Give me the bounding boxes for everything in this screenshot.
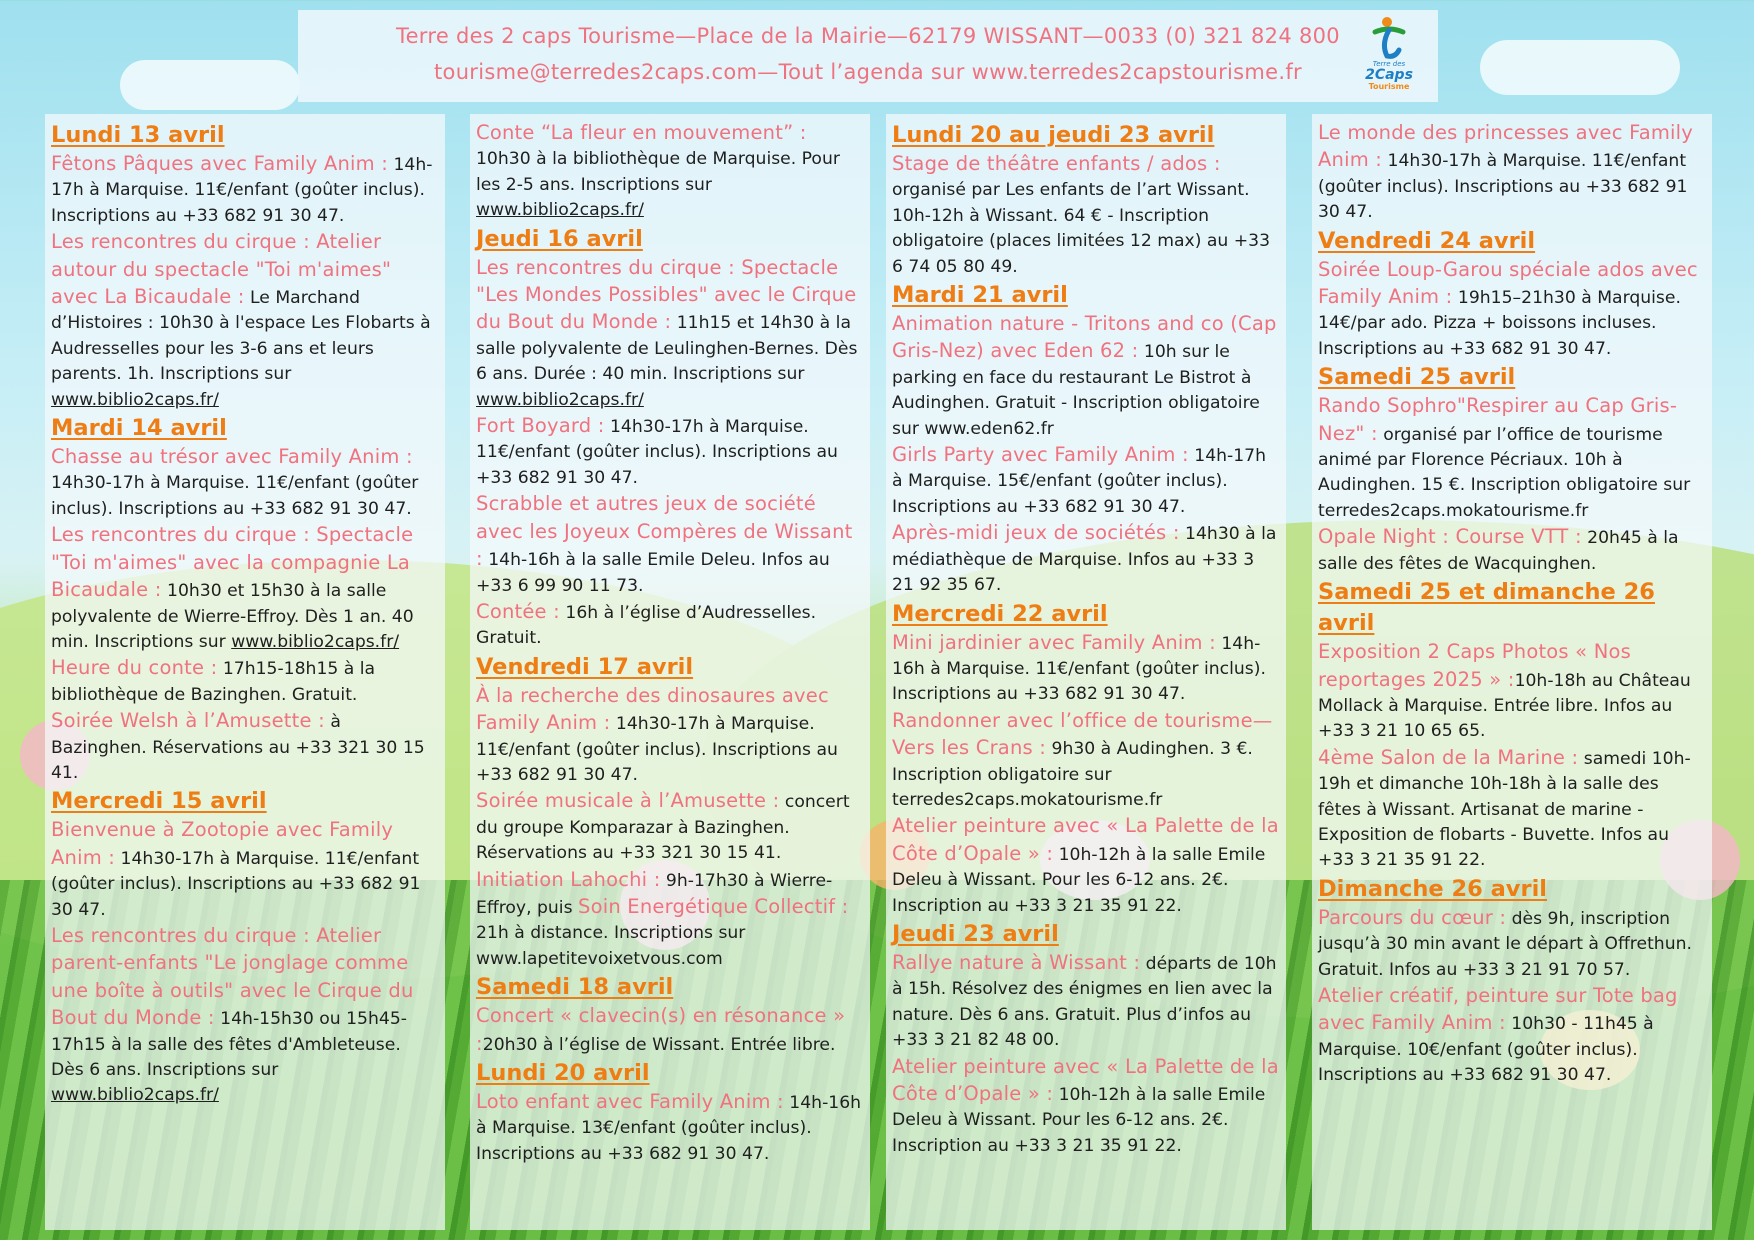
event-title: Atelier peinture avec « La Palette de la Côte d’Opale » : [892, 1054, 1279, 1105]
event-title: Randonner avec l’office de tourisme—Vers les Crans : [892, 708, 1273, 760]
event-entry [476, 120, 864, 224]
date-heading: Samedi 25 et dimanche 26 avril [1318, 579, 1655, 637]
event-details: 9h30 à Audinghen. 3 €. Inscription obligatoire sur terredes2caps.mokatourisme.fr [892, 739, 1253, 810]
event-details: 10h-12h à la salle Emile Deleu à Wissant. Pour les 6-12 ans. 2€. Inscription au +33 3 21 35 91 22. [892, 844, 1266, 916]
logo-word-text: Tourisme [1368, 82, 1410, 91]
cloud [1480, 40, 1680, 95]
event-entry [51, 923, 439, 1109]
date-heading-row [51, 413, 439, 444]
event-title: Après-midi jeux de sociétés : [892, 521, 1180, 545]
event-details: 10h30 à la bibliothèque de Marquise. Pour les 2-5 ans. Inscriptions sur [476, 149, 840, 195]
event-title: Fort Boyard : [476, 414, 605, 438]
event-title: Les rencontres du cirque : Atelier parent-enfants "Le jonglage comme une boîte à outils" avec le Cirque du Bout du Monde : [51, 923, 414, 1030]
event-details: 17h15-18h15 à la bibliothèque de Bazinghen. Gratuit. [51, 659, 376, 705]
event-entry [476, 867, 864, 973]
header-web-line: tourisme@terredes2caps.com—Tout l’agenda sur www.terredes2capstourisme.fr [434, 60, 1302, 84]
date-heading: Mercredi 22 avril [892, 600, 1108, 627]
event-entry [892, 708, 1280, 814]
event-entry [1318, 524, 1706, 577]
event-entry [892, 813, 1280, 919]
event-entry [476, 255, 864, 413]
event-entry [476, 491, 864, 599]
event-title: Animation nature - Tritons and co (Cap Gris-Nez) avec Eden 62 : [892, 312, 1277, 363]
event-entry [1318, 639, 1706, 745]
event-title: Rallye nature à Wissant : [892, 950, 1141, 974]
event-details: 10h30 - 11h45 à Marquise. 10€/enfant (goûter inclus). Inscriptions au +33 682 91 30 47. [1318, 1014, 1654, 1086]
date-heading: Samedi 25 avril [1318, 364, 1516, 391]
event-title: 4ème Salon de la Marine : [1318, 745, 1579, 769]
event-details: 14h30-17h à Marquise. 11€/enfant (goûter inclus). Inscriptions au +33 682 91 30 47. [51, 848, 421, 920]
date-heading: Mardi 14 avril [51, 415, 227, 442]
event-details: 14h-17h à Marquise. 15€/enfant (goûter inclus). Inscriptions au +33 682 91 30 47. [892, 446, 1266, 517]
event-title: À la recherche des dinosaures avec Family Anim : [476, 683, 829, 735]
event-title: Bienvenue à Zootopie avec Family Anim : [51, 818, 394, 869]
logo-small-text: Terre des [1372, 60, 1406, 68]
event-entry [892, 151, 1280, 280]
event-title: Les rencontres du cirque : Atelier autour du spectacle "Toi m'aimes" avec La Bicaudale : [51, 230, 392, 309]
event-entry [1318, 393, 1706, 524]
event-details: 9h-17h30 à Wierre-Effroy, puis [476, 870, 833, 918]
event-entry [51, 229, 439, 413]
date-heading: Jeudi 16 avril [476, 225, 643, 252]
date-heading-row [476, 972, 864, 1003]
date-heading-row [892, 919, 1280, 950]
event-title: Loto enfant avec Family Anim : [476, 1090, 784, 1113]
agenda-column-4 [1312, 114, 1712, 1230]
event-entry [892, 520, 1280, 598]
event-link[interactable]: www.biblio2caps.fr/ [476, 389, 644, 410]
event-title: Soirée Welsh à l’Amusette : [51, 709, 325, 733]
event-details: Le Marchand d’Histoires : 10h30 à l'espace Les Flobarts à Audresselles pour les 3-6 ans et leurs parents. 1h. Inscriptions sur [51, 288, 431, 385]
event-entry [1318, 257, 1706, 363]
event-details: samedi 10h-19h et dimanche 10h-18h à la salle des fêtes à Wissant. Artisanat de marine - Exposition de flobarts - Buvette. Infos au +33 3 21 35 91 22. [1318, 748, 1691, 871]
cloud [120, 60, 300, 110]
event-details: 16h à l’église d’Audresselles. Gratuit. [476, 602, 817, 649]
event-details: 10h-18h au Château Mollack à Marquise. Entrée libre. Infos au +33 3 21 10 65 65. [1318, 670, 1691, 742]
logo-figure-icon [1369, 16, 1409, 60]
event-title: Les rencontres du cirque : Spectacle "Les Mondes Possibles" avec le Cirque du Bout du Monde : [476, 255, 857, 334]
event-title: Girls Party avec Family Anim : [892, 443, 1189, 467]
event-details: 14h-16h à Marquise. 11€/enfant (goûter inclus). Inscriptions au +33 682 91 30 47. [892, 633, 1266, 705]
event-entry [51, 655, 439, 708]
event-title: Scrabble et autres jeux de société avec les Joyeux Compères de Wissant : [476, 492, 853, 571]
date-heading: Lundi 20 au jeudi 23 avril [892, 122, 1215, 148]
event-entry [1318, 745, 1706, 874]
event-entry [51, 708, 439, 786]
event-entry [51, 151, 439, 229]
event-details: à Bazinghen. Réservations au +33 321 30 15 41. [51, 712, 425, 783]
event-entry [476, 1003, 864, 1058]
date-heading-row [892, 599, 1280, 630]
date-heading-row [476, 1058, 864, 1089]
event-title: Parcours du cœur : [1318, 905, 1507, 929]
event-link[interactable]: www.biblio2caps.fr/ [231, 631, 400, 652]
event-details: 14h30-17h à Marquise. 11€/enfant (goûter inclus). Inscriptions au +33 682 91 30 47. [1318, 151, 1688, 223]
event-details: organisé par l’office de tourisme animé par Florence Pécriaux. 10h à Audinghen. 15 €. Inscription obligatoire sur terredes2caps.mokatourisme.fr [1318, 424, 1691, 521]
event-details: 10h30 et 15h30 à la salle polyvalente de Wierre-Effroy. Dès 1 an. 40 min. Inscriptions sur [51, 581, 414, 652]
date-heading: Vendredi 24 avril [1318, 227, 1536, 254]
event-entry [1318, 120, 1706, 226]
event-entry [1318, 983, 1706, 1089]
event-title: Conte “La fleur en mouvement” : [476, 121, 807, 144]
event-details: 14h-17h à Marquise. 11€/enfant (goûter inclus). Inscriptions au +33 682 91 30 47. [51, 155, 433, 226]
event-entry [476, 1089, 864, 1167]
event-details: 14h-15h30 ou 15h45-17h15 à la salle des fêtes d'Ambleteuse. Dès 6 ans. Inscriptions sur [51, 1009, 407, 1080]
event-entry [892, 442, 1280, 520]
event-details: 14h-16h à la salle Emile Deleu. Infos au +33 6 99 90 11 73. [476, 550, 830, 596]
date-heading: Mercredi 15 avril [51, 788, 267, 815]
date-heading: Samedi 18 avril [476, 974, 674, 1001]
event-title: Initiation Lahochi : [476, 867, 661, 891]
date-heading-row [476, 652, 864, 683]
event-title: Concert « clavecin(s) en résonance » : [476, 1004, 846, 1055]
date-heading: Vendredi 17 avril [476, 653, 694, 680]
date-heading: Lundi 13 avril [51, 122, 225, 148]
agenda-column-2 [470, 114, 870, 1230]
event-details: concert du groupe Komparazar à Bazinghen. Réservations au +33 321 30 15 41. [476, 792, 850, 864]
event-details: 14h30-17h à Marquise. 11€/enfant (goûter inclus). Inscriptions au +33 682 91 30 47. [476, 417, 838, 488]
date-heading-row [1318, 577, 1706, 639]
event-link[interactable]: www.biblio2caps.fr/ [51, 1085, 219, 1106]
event-details: dès 9h, inscription jusqu’à 30 min avant le départ à Offrethun. Gratuit. Infos au +33 3 21 91 70 57. [1318, 908, 1692, 980]
date-heading-row [1318, 362, 1706, 393]
event-link[interactable]: www.biblio2caps.fr/ [476, 200, 644, 221]
event-details: 20h45 à la salle des fêtes de Wacquinghen. [1318, 528, 1679, 574]
date-heading-row [1318, 874, 1706, 905]
event-title: Atelier peinture avec « La Palette de la Côte d’Opale » : [892, 814, 1279, 865]
event-title: Le monde des princesses avec Family Anim : [1318, 121, 1694, 172]
event-details: organisé par Les enfants de l’art Wissant. 10h-12h à Wissant. 64 € - Inscription obligatoire (places limitées 12 max) au +33 6 74 05 80 49. [892, 180, 1271, 277]
date-heading-row [51, 120, 439, 151]
event-title: Fêtons Pâques avec Family Anim : [51, 152, 388, 175]
event-title: Rando Sophro"Respirer au Cap Gris-Nez" : [1318, 394, 1678, 445]
event-entry [892, 630, 1280, 708]
event-details: 14h30 à la médiathèque de Marquise. Infos au +33 3 21 92 35 67. [892, 524, 1277, 596]
date-heading-row [476, 224, 864, 255]
event-entry [51, 522, 439, 655]
event-title: Soin Energétique Collectif : [578, 894, 849, 918]
event-details: 14h-16h à Marquise. 13€/enfant (goûter inclus). Inscriptions au +33 682 91 30 47. [476, 1093, 862, 1164]
event-details: 21h à distance. Inscriptions sur www.lapetitevoixetvous.com [476, 923, 746, 969]
event-details: départs de 10h à 15h. Résolvez des énigmes en lien avec la nature. Dès 6 ans. Gratuit. Plus d’infos au +33 3 21 82 48 00. [892, 953, 1277, 1051]
event-title: Opale Night : Course VTT : [1318, 525, 1582, 549]
date-heading-row [892, 120, 1280, 151]
event-title: Soirée musicale à l’Amusette : [476, 789, 780, 813]
event-entry [892, 1054, 1280, 1160]
event-details: 11h15 et 14h30 à la salle polyvalente de Leulinghen-Bernes. Dès 6 ans. Durée : 40 min. Inscriptions sur [476, 313, 858, 385]
event-title: Mini jardinier avec Family Anim : [892, 630, 1216, 654]
date-heading-row [1318, 226, 1706, 257]
date-heading-row [892, 280, 1280, 311]
date-heading: Jeudi 23 avril [892, 920, 1059, 947]
event-title: Stage de théâtre enfants / ados : [892, 152, 1221, 175]
event-title: Contée : [476, 599, 560, 623]
header-contact-line: Terre des 2 caps Tourisme—Place de la Mairie—62179 WISSANT—0033 (0) 321 824 800 [396, 24, 1340, 48]
event-details: 19h15–21h30 à Marquise. 14€/par ado. Pizza + boissons incluses. Inscriptions au +33 682 91 30 47. [1318, 288, 1681, 359]
event-entry [892, 311, 1280, 442]
event-entry [892, 950, 1280, 1054]
agenda-column-3 [886, 114, 1286, 1230]
event-details: 10h-12h à la salle Emile Deleu à Wissant. Pour les 6-12 ans. 2€. Inscription au +33 3 21 35 91 22. [892, 1085, 1266, 1156]
tourism-logo [1358, 16, 1420, 96]
event-entry [476, 413, 864, 491]
event-details: 10h sur le parking en face du restaurant Le Bistrot à Audinghen. Gratuit - Inscription obligatoire sur www.eden62.fr [892, 342, 1260, 439]
event-details: 14h30-17h à Marquise. 11€/enfant (goûter inclus). Inscriptions au +33 682 91 30 47. [476, 714, 838, 785]
header-banner [298, 10, 1438, 102]
event-entry [1318, 905, 1706, 983]
event-title: Heure du conte : [51, 656, 218, 680]
event-link[interactable]: www.biblio2caps.fr/ [51, 389, 219, 410]
date-heading-row [51, 786, 439, 817]
event-title: Soirée Loup-Garou spéciale ados avec Family Anim : [1318, 257, 1698, 309]
agenda-column-1 [45, 114, 445, 1230]
date-heading: Dimanche 26 avril [1318, 875, 1547, 902]
event-title: Atelier créatif, peinture sur Tote bag avec Family Anim : [1318, 983, 1678, 1035]
logo-brand-text: 2Caps [1365, 67, 1413, 83]
date-heading: Mardi 21 avril [892, 282, 1068, 309]
event-entry [51, 444, 439, 522]
event-entry [51, 817, 439, 923]
event-details: 14h30-17h à Marquise. 11€/enfant (goûter inclus). Inscriptions au +33 682 91 30 47. [51, 473, 419, 519]
event-entry [476, 599, 864, 652]
event-title: Les rencontres du cirque : Spectacle "Toi m'aimes" avec la compagnie La Bicaudale : [51, 523, 414, 602]
event-entry [476, 788, 864, 866]
event-title: Exposition 2 Caps Photos « Nos reportages 2025 » : [1318, 640, 1631, 691]
event-details: 20h30 à l’église de Wissant. Entrée libre. [482, 1034, 836, 1055]
event-title: Chasse au trésor avec Family Anim : [51, 445, 413, 469]
event-entry [476, 683, 864, 789]
date-heading: Lundi 20 avril [476, 1060, 650, 1086]
